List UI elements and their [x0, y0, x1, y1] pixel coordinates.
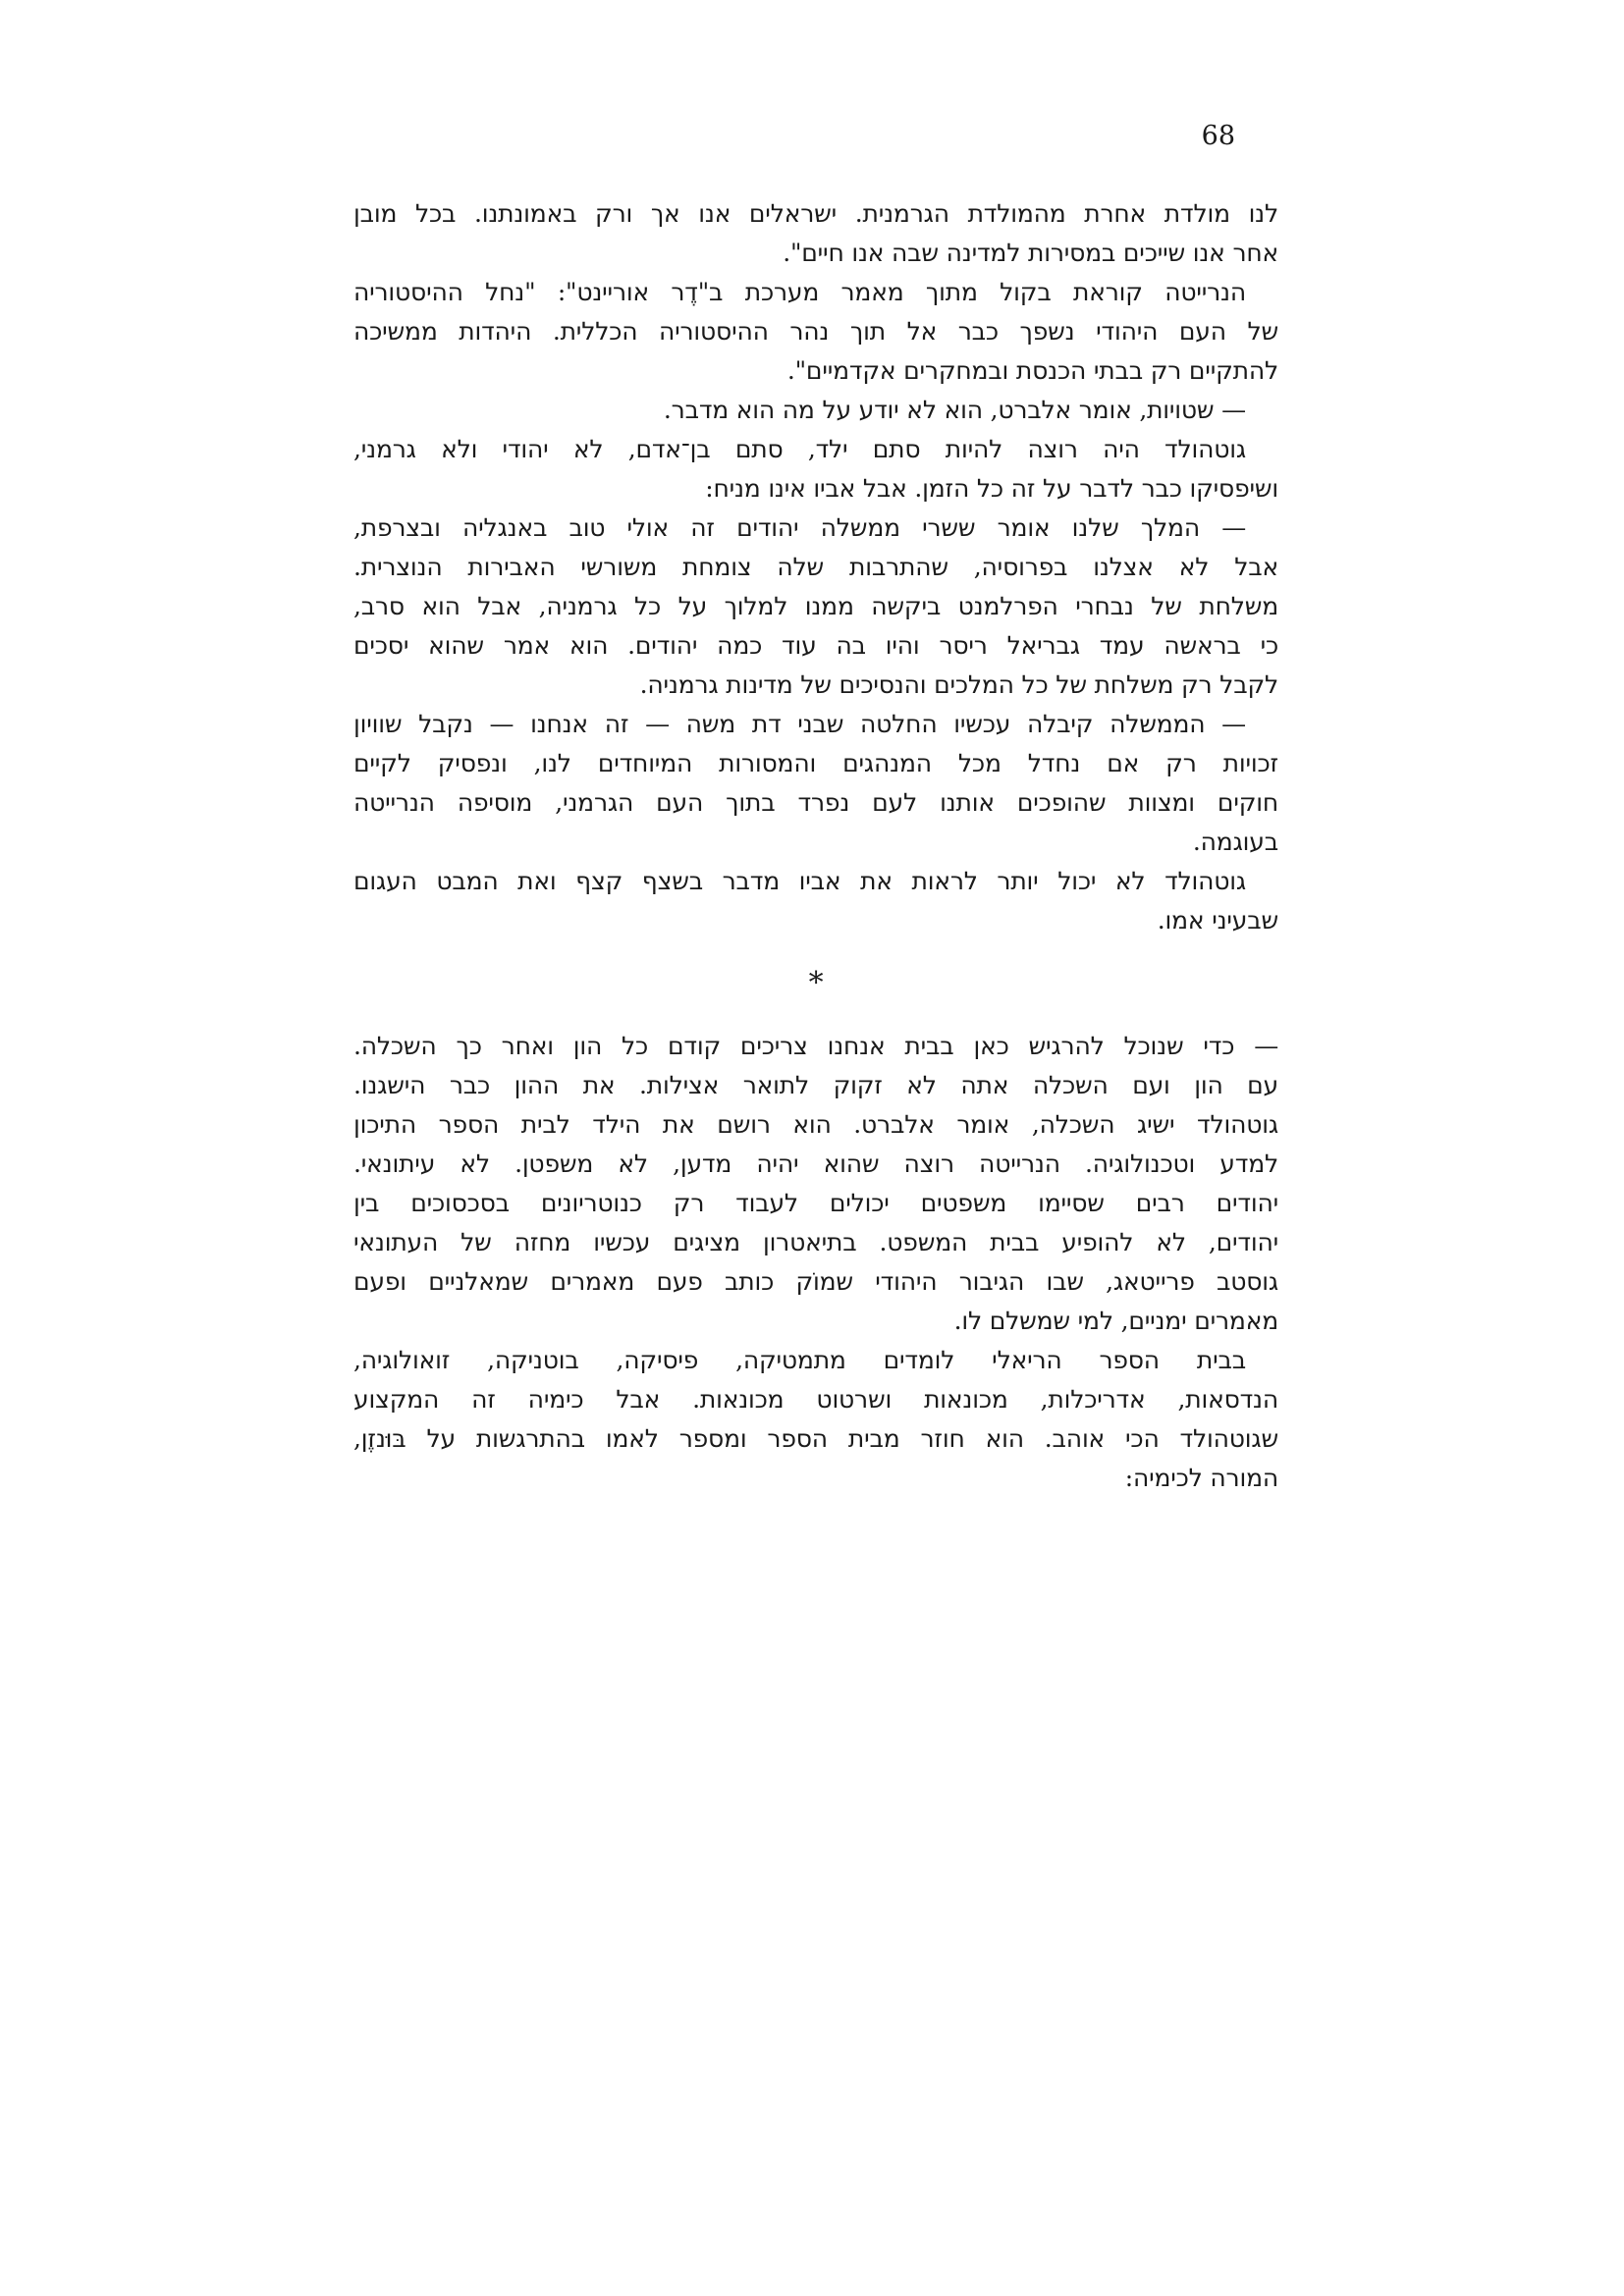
text-line: המורה לכימיה: — [1124, 1464, 1278, 1492]
paragraph — [353, 705, 1278, 862]
text-line: אחר אנו שייכים במסירות למדינה שבה אנו חיים". — [783, 239, 1278, 267]
text-line: אבל לא אצלנו בפרוסיה, שהתרבות שלה צומחת משורשי האבירות הנוצרית. — [353, 553, 1278, 581]
page-number: 68 — [1201, 121, 1235, 151]
text-line: בבית הספר הריאלי לומדים מתמטיקה, פיסיקה, בוטניקה, זואולוגיה, — [353, 1346, 1246, 1374]
text-line: כי בראשה עמד גבריאל ריסר והיו בה עוד כמה יהודים. הוא אמר שהוא יסכים — [353, 631, 1278, 660]
text-line: מאמרים ימניים, למי שמשלם לו. — [953, 1307, 1278, 1335]
paragraph — [353, 862, 1278, 940]
text-line: חוקים ומצוות שהופכים אותנו לעם נפרד בתוך העם הגרמני, מוסיפה הנרייטה — [353, 788, 1278, 817]
text-line: שבעיני אמו. — [1157, 906, 1278, 934]
paragraph — [353, 430, 1278, 508]
text-line: — הממשלה קיבלה עכשיו החלטה שבני דת משה — זה אנחנו — נקבל שוויון — [353, 710, 1246, 738]
text-line: בעוגמה. — [1192, 828, 1278, 856]
section-separator — [353, 940, 1278, 1027]
text-line: — שטויות, אומר אלברט, הוא לא יודע על מה הוא מדבר. — [663, 396, 1246, 424]
text-line: הנרייטה קוראת בקול מתוך מאמר מערכת ב"דֶר אוריינט": "נחל ההיסטוריה — [353, 278, 1246, 306]
paragraph — [353, 194, 1278, 273]
paragraph — [353, 508, 1278, 705]
paragraph — [353, 1341, 1278, 1498]
text-line: לקבל רק משלחת של כל המלכים והנסיכים של מדינות גרמניה. — [639, 670, 1278, 699]
text-line: להתקיים רק בבתי הכנסת ובמחקרים אקדמיים". — [786, 356, 1278, 385]
text-line: — המלך שלנו אומר ששרי ממשלה יהודים זה אולי טוב באנגליה ובצרפת, — [353, 513, 1246, 542]
paragraph — [353, 1027, 1278, 1341]
text-line: של העם היהודי נשפך כבר אל תוך נהר ההיסטוריה הכללית. היהדות ממשיכה — [353, 317, 1278, 346]
asterisk-divider: * — [808, 966, 824, 1000]
text-line: גוטהולד ישיג השכלה, אומר אלברט. הוא רושם את הילד לבית הספר התיכון — [353, 1110, 1278, 1139]
text-line: גוסטב פרייטאג, שבו הגיבור היהודי שמוֹק כותב פעם מאמרים שמאלניים ופעם — [353, 1267, 1278, 1296]
paragraph — [353, 273, 1278, 391]
text-line: משלחת של נבחרי הפרלמנט ביקשה ממנו למלוך על כל גרמניה, אבל הוא סרב, — [353, 592, 1278, 620]
paragraph — [353, 391, 1278, 430]
text-line: — כדי שנוכל להרגיש כאן בבית אנחנו צריכים קודם כל הון ואחר כך השכלה. — [353, 1032, 1279, 1060]
text-line: יהודים, לא להופיע בבית המשפט. בתיאטרון מציגים עכשיו מחזה של העתונאי — [353, 1228, 1278, 1256]
text-line: עם הון ועם השכלה אתה לא זקוק לתואר אצילות. את ההון כבר הישגנו. — [353, 1071, 1279, 1099]
text-line: למדע וטכנולוגיה. הנרייטה רוצה שהוא יהיה מדען, לא משפטן. לא עיתונאי. — [353, 1149, 1278, 1178]
text-line: שגוטהולד הכי אוהב. הוא חוזר מבית הספר ומספר לאמו בהתרגשות על בּוּנזֶן, — [353, 1424, 1278, 1453]
text-line: לנו מולדת אחרת מהמולדת הגרמנית. ישראלים אנו אך ורק באמונתנו. בכל מובן — [353, 199, 1278, 228]
text-line: ושיפסיקו כבר לדבר על זה כל הזמן. אבל אביו אינו מניח: — [705, 474, 1278, 503]
text-line: הנדסאות, אדריכלות, מכונאות ושרטוט מכונאות. אבל כימיה זה המקצוע — [353, 1385, 1278, 1414]
text-block — [353, 194, 1278, 1498]
text-line: גוטהולד היה רוצה להיות סתם ילד, סתם בן־אדם, לא יהודי ולא גרמני, — [353, 435, 1246, 463]
text-line: זכויות רק אם נחדל מכל המנהגים והמסורות המיוחדים לנו, ונפסיק לקיים — [353, 749, 1278, 777]
text-line: גוטהולד לא יכול יותר לראות את אביו מדבר בשצף קצף ואת המבט העגום — [353, 867, 1246, 895]
text-line: יהודים רבים שסיימו משפטים יכולים לעבוד רק כנוטריונים בסכסוכים בין — [353, 1189, 1278, 1217]
